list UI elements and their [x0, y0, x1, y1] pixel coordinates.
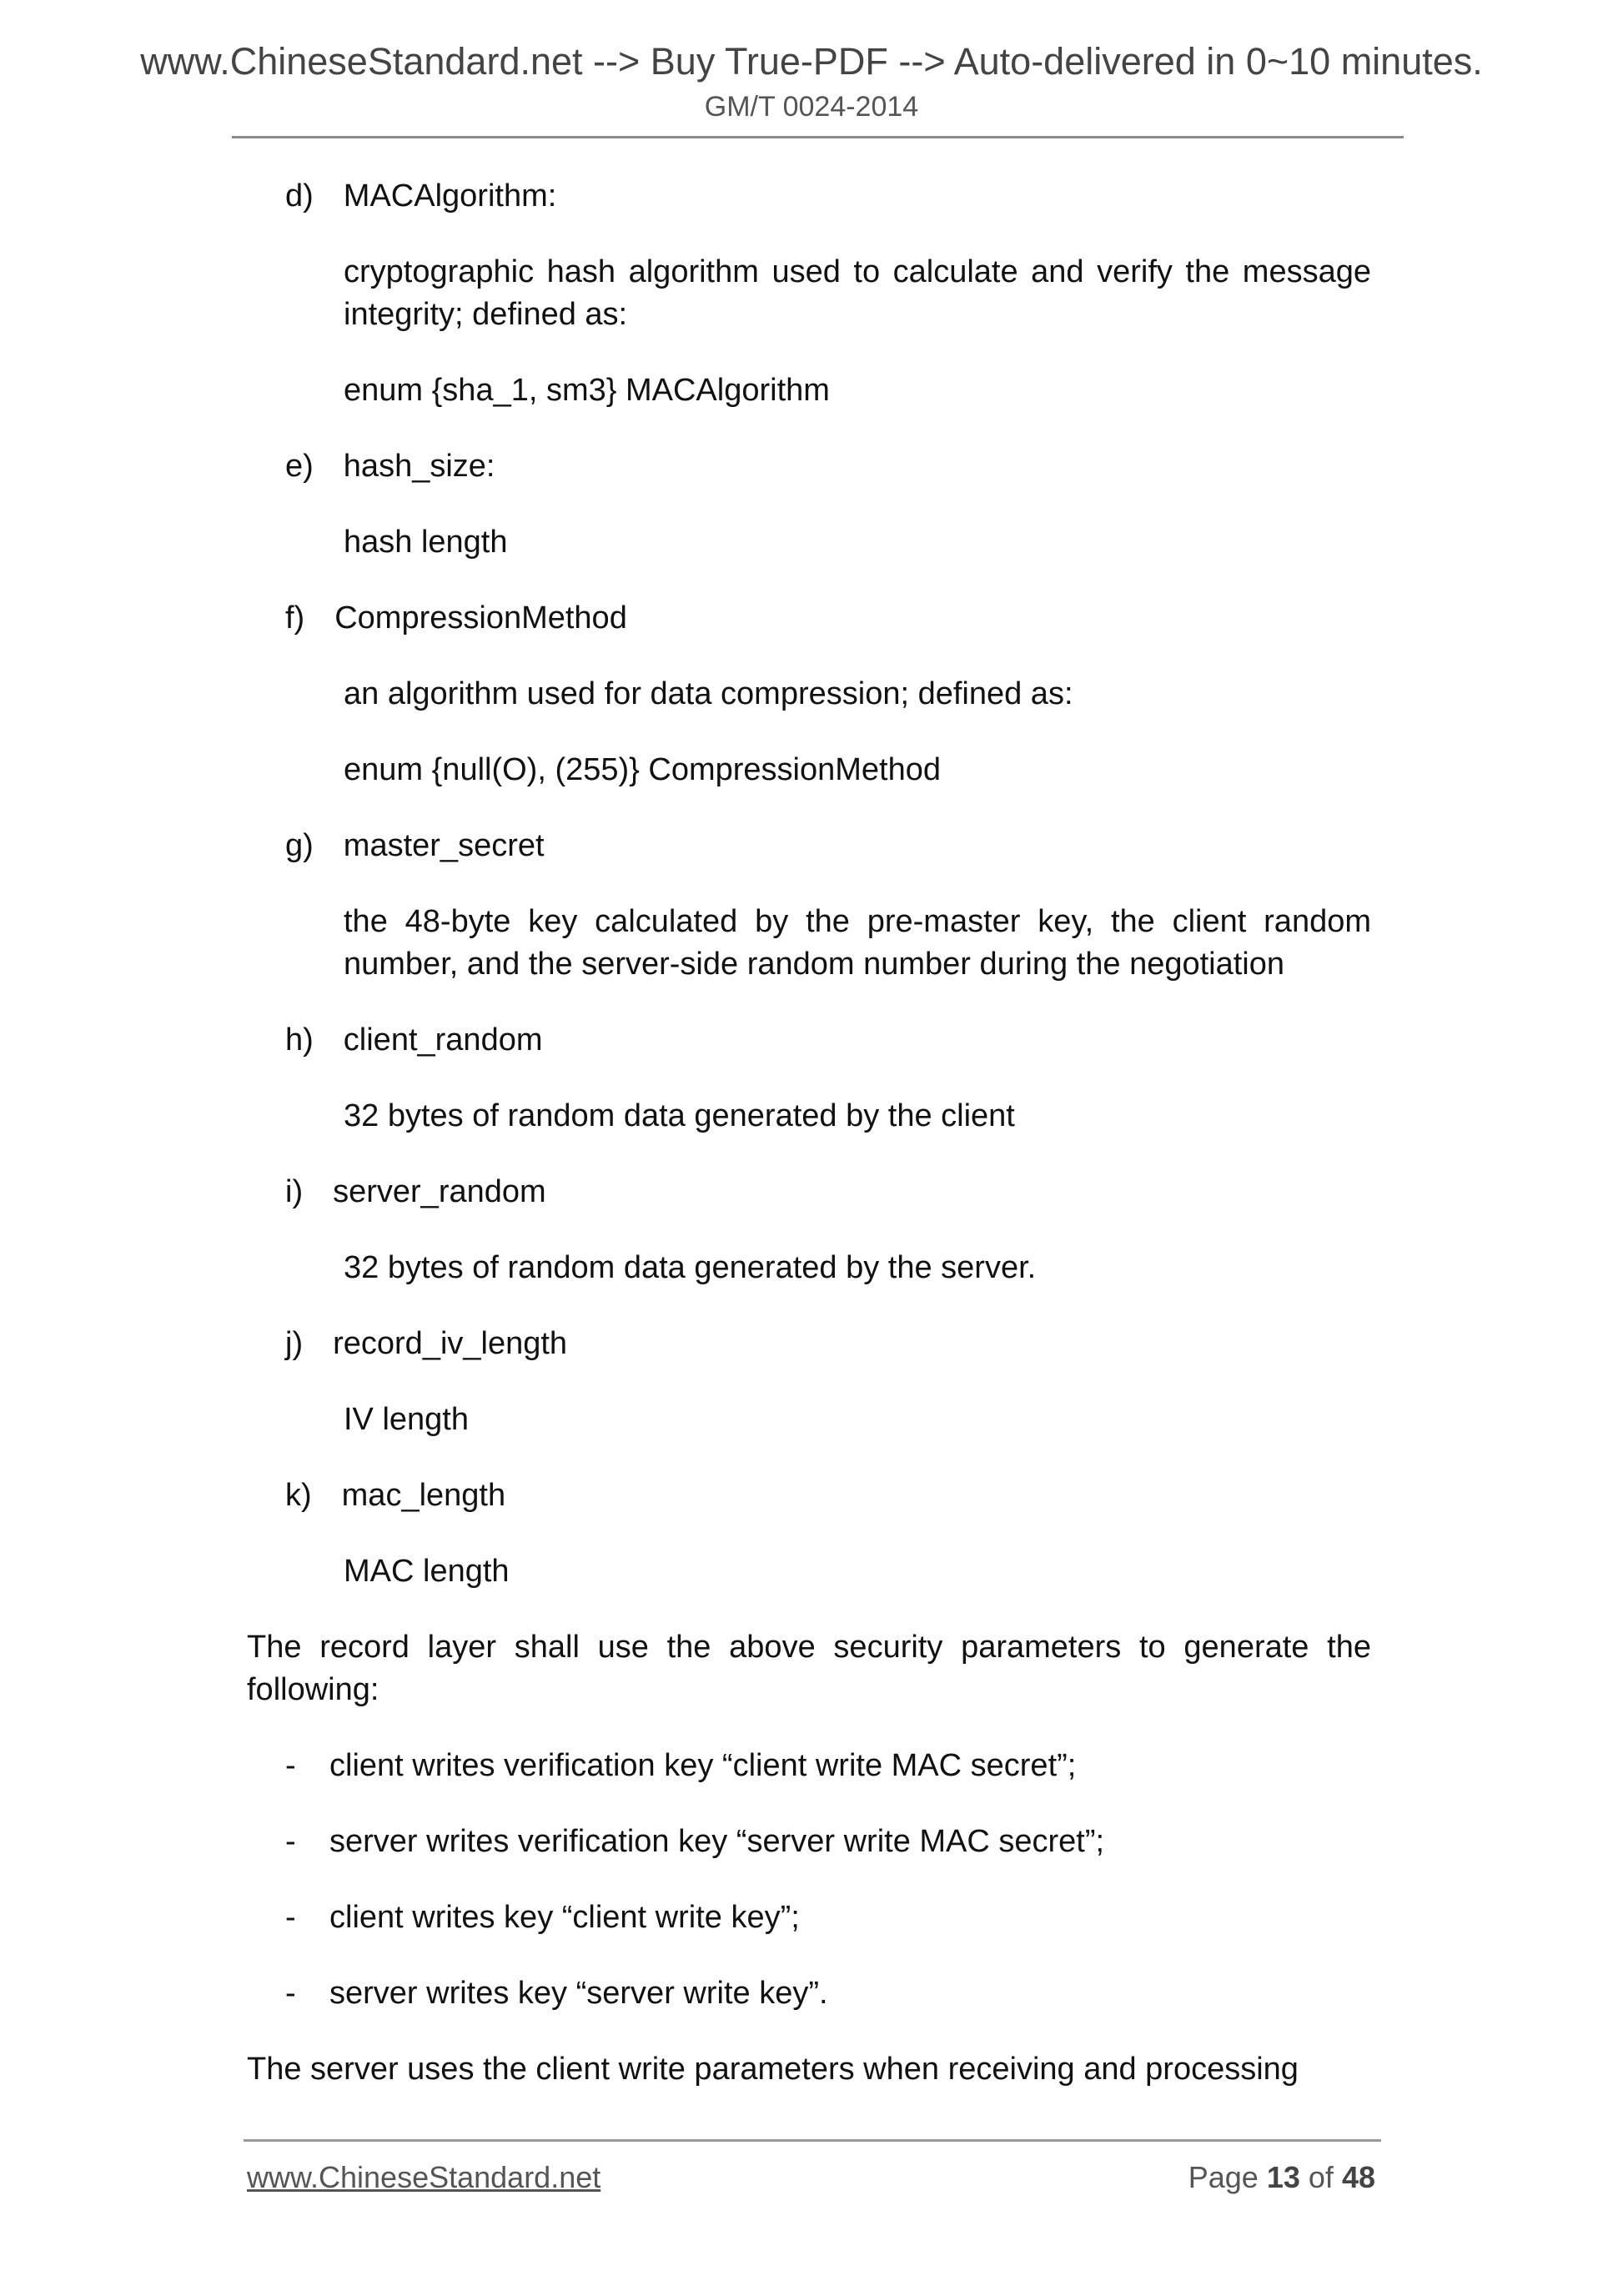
- page-number: [1188, 2160, 1375, 2195]
- dash-bullet: -: [285, 1824, 296, 1859]
- paragraph: The server uses the client write parameters when receiving and processing: [247, 2052, 1299, 2087]
- definition-text: enum {sha_1, sm3} MACAlgorithm: [344, 373, 830, 408]
- dash-bullet: -: [285, 1976, 296, 2011]
- definition-term: [285, 1323, 1371, 1365]
- definition-term: [285, 597, 1371, 640]
- item-label: g): [285, 828, 314, 863]
- definition-text: 32 bytes of random data generated by the server.: [344, 1250, 1037, 1285]
- definition-term: [285, 445, 1371, 488]
- page-prefix: Page: [1188, 2160, 1259, 2194]
- definition-term: [285, 175, 1371, 218]
- definition-text: hash length: [344, 525, 508, 560]
- dash-bullet: -: [285, 1900, 296, 1935]
- header-divider: [232, 136, 1404, 138]
- item-label: k): [285, 1478, 312, 1513]
- definition-term: [285, 825, 1371, 867]
- item-label: d): [285, 178, 314, 214]
- list-item: [285, 1972, 1371, 2015]
- definition-text: an algorithm used for data compression; defined as:: [344, 676, 1073, 711]
- term: client_random: [343, 1022, 543, 1058]
- term: record_iv_length: [333, 1326, 568, 1361]
- footer-divider: [244, 2139, 1381, 2142]
- header-banner: www.ChineseStandard.net --> Buy True-PDF --> Auto-delivered in 0~10 minutes.: [140, 40, 1483, 83]
- list-item: [285, 1745, 1371, 1787]
- item-label: f): [285, 600, 305, 636]
- item-label: i): [285, 1174, 304, 1209]
- list-item: [285, 1821, 1371, 1863]
- list-text: server writes key “server write key”.: [329, 1976, 828, 2011]
- list-text: server writes verification key “server write MAC secret”;: [329, 1824, 1105, 1859]
- term: mac_length: [341, 1478, 506, 1513]
- list-text: client writes key “client write key”;: [329, 1900, 800, 1935]
- list-text: client writes verification key “client write MAC secret”;: [329, 1748, 1077, 1783]
- term: MACAlgorithm:: [343, 178, 557, 214]
- item-label: h): [285, 1022, 314, 1058]
- item-label: e): [285, 449, 314, 484]
- definition-term: [285, 1171, 1371, 1213]
- definition-text: cryptographic hash algorithm used to calculate and verify the message integrity; defined as:: [344, 254, 1371, 332]
- definition-text: 32 bytes of random data generated by the client: [344, 1098, 1015, 1133]
- term: master_secret: [343, 828, 545, 863]
- page-current: 13: [1266, 2160, 1300, 2194]
- page-total: 48: [1341, 2160, 1375, 2194]
- term: server_random: [333, 1174, 546, 1209]
- definition-text: enum {null(O), (255)} CompressionMethod: [344, 752, 942, 787]
- definition-text: IV length: [344, 1402, 469, 1437]
- dash-bullet: -: [285, 1748, 296, 1783]
- page-of: of: [1308, 2160, 1334, 2194]
- definition-term: [285, 1019, 1371, 1062]
- document-body: [247, 175, 1371, 2124]
- footer-link[interactable]: www.ChineseStandard.net: [247, 2160, 601, 2194]
- standard-code: GM/T 0024-2014: [704, 91, 919, 123]
- list-item: [285, 1897, 1371, 1939]
- term: hash_size:: [343, 449, 495, 484]
- paragraph: The record layer shall use the above security parameters to generate the following:: [247, 1630, 1371, 1707]
- definition-text: MAC length: [344, 1554, 510, 1589]
- definition-term: [285, 1475, 1371, 1517]
- item-label: j): [285, 1326, 304, 1361]
- definition-text: the 48-byte key calculated by the pre-master key, the client random number, and the server-side random number during the negotiation: [344, 904, 1371, 982]
- term: CompressionMethod: [334, 600, 627, 636]
